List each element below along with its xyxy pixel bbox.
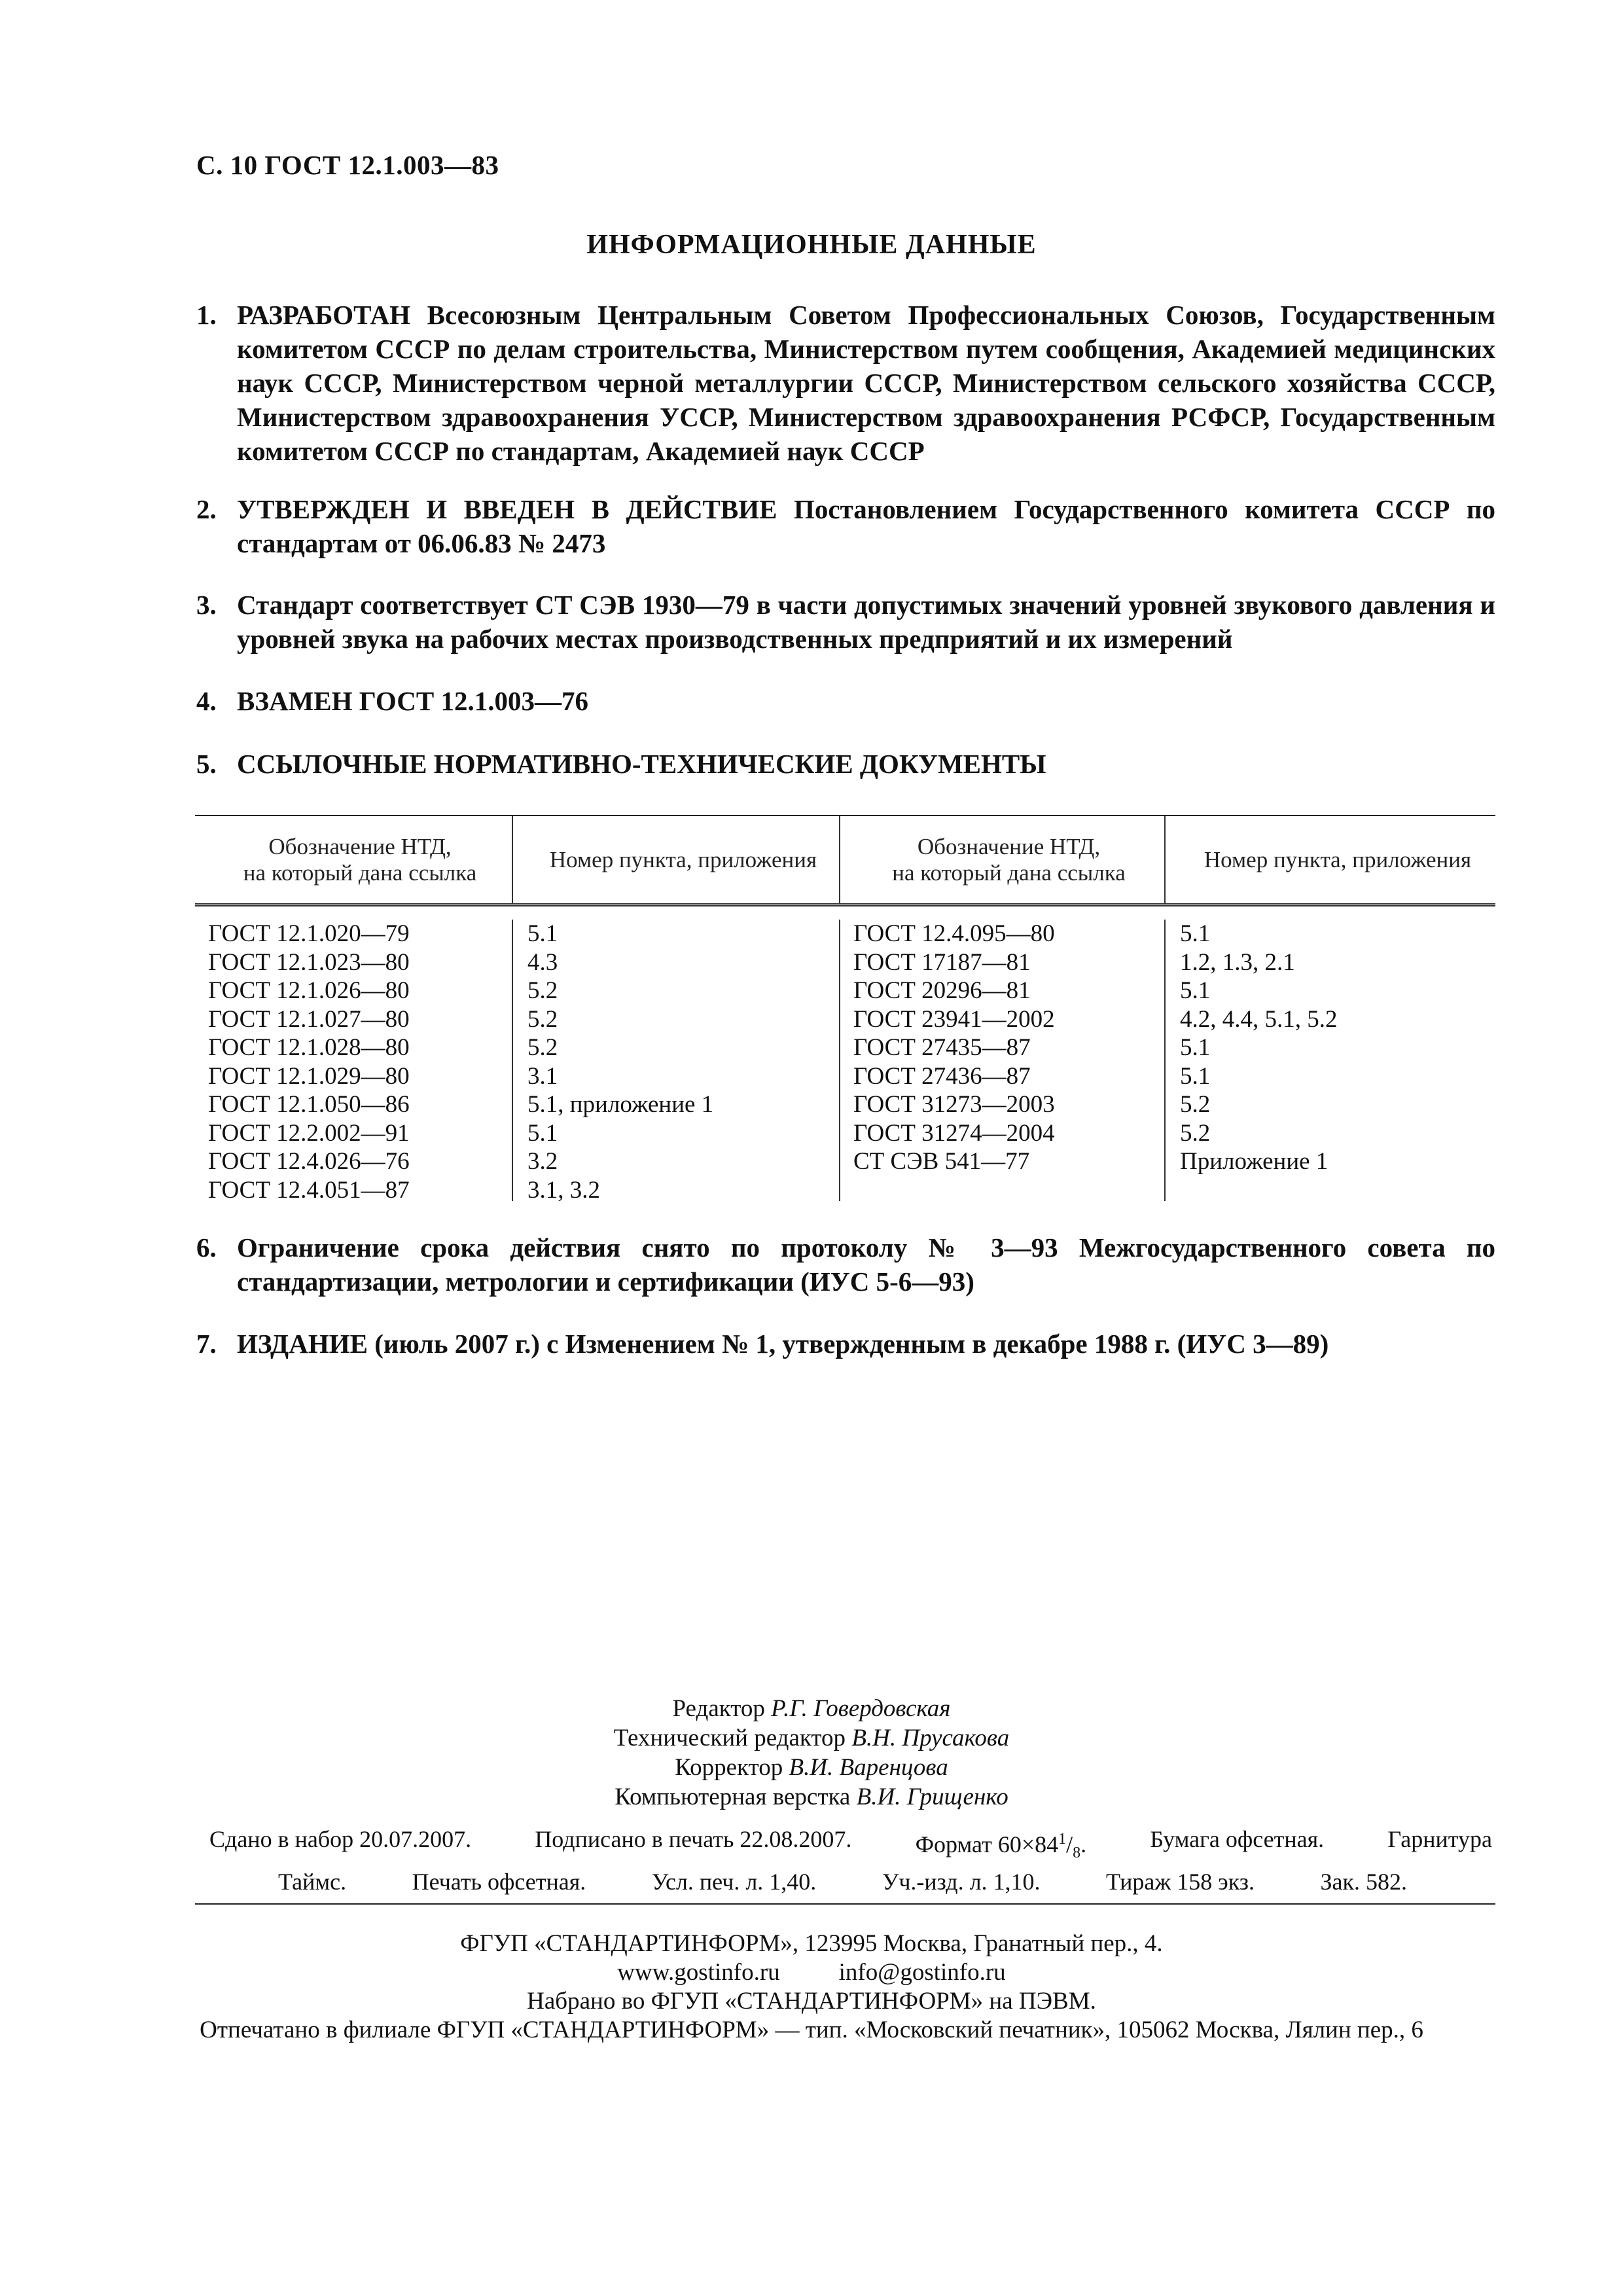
column-left-refs xyxy=(513,920,840,1204)
imprint-field: Сдано в набор 20.07.2007. xyxy=(209,1826,472,1852)
format-sub: 8 xyxy=(1073,1844,1081,1862)
table-cell: 5.1 xyxy=(527,1119,558,1147)
item-number: 5. xyxy=(196,749,217,779)
credits-block xyxy=(0,1694,1623,1812)
header-cell-text: Обозначение НТД, на который дана ссылка xyxy=(243,833,477,886)
table-cell: 5.1 xyxy=(1180,977,1211,1004)
table-cell: ГОСТ 23941—2002 xyxy=(853,1005,1055,1033)
table-cell: СТ СЭВ 541—77 xyxy=(853,1148,1030,1175)
table-cell: ГОСТ 31274—2004 xyxy=(853,1119,1055,1147)
format-label: Формат 60×84 xyxy=(915,1831,1059,1857)
item-number: 6. xyxy=(196,1232,217,1263)
imprint-field: Подписано в печать 22.08.2007. xyxy=(535,1826,852,1852)
credit-role: Технический редактор xyxy=(613,1725,846,1751)
table-cell: ГОСТ 12.1.028—80 xyxy=(208,1034,410,1061)
table-cell: 5.1 xyxy=(527,920,558,947)
table-cell: ГОСТ 12.1.027—80 xyxy=(208,1005,410,1033)
imprint-field: Бумага офсетная. xyxy=(1150,1826,1325,1852)
table-cell: 5.2 xyxy=(527,977,558,1004)
publisher-email-link[interactable]: info@gostinfo.ru xyxy=(838,1959,1006,1986)
table-cell: ГОСТ 27435—87 xyxy=(853,1034,1031,1061)
imprint-field: Таймс. xyxy=(278,1869,347,1895)
credit-name: В.Н. Прусакова xyxy=(851,1725,1010,1751)
table-cell: ГОСТ 12.4.095—80 xyxy=(853,920,1055,947)
page-header: С. 10 ГОСТ 12.1.003—83 xyxy=(196,150,499,180)
imprint-field: Печать офсетная. xyxy=(412,1869,586,1895)
item-number: 4. xyxy=(196,686,217,716)
item-text: РАЗРАБОТАН Всесоюзным Центральным Советом Профессиональных Союзов, Государственным комитетом СССР по делам строительства, Министерством путем сообщения, Академией медицинских наук СССР, Министерством черной металлургии СССР, Министерством сельского хозяйства СССР, Министерством здравоохранения УССР, Министерством здравоохранения РСФСР, Государственным комитетом СССР по стандартам, Академией наук СССР xyxy=(237,300,1495,466)
page-title: ИНФОРМАЦИОННЫЕ ДАННЫЕ xyxy=(586,230,1037,260)
table-cell: 5.2 xyxy=(1180,1119,1211,1147)
table-cell: ГОСТ 17187—81 xyxy=(853,948,1031,976)
header-doc-designation xyxy=(195,816,513,903)
table-cell: Приложение 1 xyxy=(1180,1148,1329,1175)
item-text: Стандарт соответствует СТ СЭВ 1930—79 в части допустимых значений уровней звукового давления и уровней звука на рабочих местах производственных предприятий и их измерений xyxy=(237,590,1495,654)
table-cell: 4.3 xyxy=(527,948,558,976)
item-text: УТВЕРЖДЕН И ВВЕДЕН В ДЕЙСТВИЕ Постановлением Государственного комитета СССР по стандартам от 06.06.83 № 2473 xyxy=(237,494,1495,558)
imprint-field: Усл. печ. л. 1,40. xyxy=(651,1869,817,1895)
table-cell: ГОСТ 12.1.050—86 xyxy=(208,1091,410,1118)
credit-tech-editor xyxy=(0,1723,1623,1753)
item-number: 3. xyxy=(196,590,217,620)
table-cell: 5.1 xyxy=(1180,1062,1211,1090)
info-item-5 xyxy=(196,747,1495,781)
table-cell: ГОСТ 31273—2003 xyxy=(853,1091,1055,1118)
column-left-docs xyxy=(195,920,513,1204)
credit-name: В.И. Грищенко xyxy=(856,1784,1008,1810)
item-text: ВЗАМЕН ГОСТ 12.1.003—76 xyxy=(237,686,588,716)
header-cell-text: Обозначение НТД, на который дана ссылка xyxy=(892,833,1126,886)
publisher-contacts xyxy=(0,1958,1623,1987)
table-cell: ГОСТ 12.4.051—87 xyxy=(208,1176,410,1204)
imprint-field: Уч.-изд. л. 1,10. xyxy=(882,1869,1041,1895)
table-body xyxy=(195,906,1495,1204)
table-cell: 5.1 xyxy=(1180,1034,1211,1061)
table-cell: 4.2, 4.4, 5.1, 5.2 xyxy=(1180,1005,1338,1033)
credit-role: Компьютерная верстка xyxy=(615,1784,851,1810)
info-item-2 xyxy=(196,492,1495,560)
table-header-row xyxy=(195,816,1495,906)
table-cell: ГОСТ 12.1.020—79 xyxy=(208,920,410,947)
info-item-3 xyxy=(196,588,1495,656)
table-cell: ГОСТ 12.4.026—76 xyxy=(208,1148,410,1175)
imprint-row xyxy=(209,1825,1492,1867)
credit-editor xyxy=(0,1694,1623,1723)
table-cell: 5.2 xyxy=(527,1005,558,1033)
table-cell: 3.1, 3.2 xyxy=(527,1176,600,1204)
info-item-7 xyxy=(196,1327,1495,1361)
table-cell: 5.1 xyxy=(1180,920,1211,947)
item-number: 2. xyxy=(196,494,217,524)
header-cell-text: Номер пункта, приложения xyxy=(1204,846,1472,872)
imprint-format: Формат $60\times 84^1/_8$. xyxy=(915,1831,1087,1862)
item-number: 7. xyxy=(196,1329,217,1359)
table-cell: ГОСТ 27436—87 xyxy=(853,1062,1031,1090)
imprint-field: Тираж 158 экз. xyxy=(1106,1869,1255,1895)
table-cell: ГОСТ 12.1.026—80 xyxy=(208,977,410,1004)
column-right-docs xyxy=(840,920,1166,1201)
publisher-block xyxy=(0,1929,1623,2045)
table-cell: 5.1, приложение 1 xyxy=(527,1091,714,1118)
table-cell: ГОСТ 12.2.002—91 xyxy=(208,1119,410,1147)
credit-name: Р.Г. Говердовская xyxy=(771,1695,951,1722)
header-doc-designation xyxy=(840,816,1166,903)
credit-role: Корректор xyxy=(675,1754,783,1781)
table-cell: 3.2 xyxy=(527,1148,558,1175)
typesetting-note: Набрано во ФГУП «СТАНДАРТИНФОРМ» на ПЭВМ. xyxy=(527,1988,1096,2015)
divider xyxy=(195,1903,1495,1905)
column-right-refs xyxy=(1166,920,1495,1201)
table-cell: ГОСТ 12.1.029—80 xyxy=(208,1062,410,1090)
imprint-row xyxy=(209,1867,1492,1896)
table-cell: ГОСТ 20296—81 xyxy=(853,977,1031,1004)
imprint-field: Зак. 582. xyxy=(1320,1869,1407,1895)
imprint-block xyxy=(209,1825,1492,1896)
table-cell: 1.2, 1.3, 2.1 xyxy=(1180,948,1295,976)
item-text: ИЗДАНИЕ (июль 2007 г.) с Изменением № 1, утвержденным в декабре 1988 г. (ИУС 3—89) xyxy=(237,1329,1329,1359)
info-item-4 xyxy=(196,684,1495,718)
publisher-address: ФГУП «СТАНДАРТИНФОРМ», 123995 Москва, Гранатный пер., 4. xyxy=(460,1930,1163,1957)
credit-role: Редактор xyxy=(672,1695,765,1722)
printing-note: Отпечатано в филиале ФГУП «СТАНДАРТИНФОРМ» — тип. «Московский печатник», 105062 Москва, Лялин пер., 6 xyxy=(200,2017,1423,2043)
table-cell: 5.2 xyxy=(1180,1091,1211,1118)
credit-name: В.И. Варенцова xyxy=(789,1754,948,1781)
publisher-website-link[interactable]: www.gostinfo.ru xyxy=(617,1959,780,1986)
info-item-1 xyxy=(196,298,1495,468)
info-item-6 xyxy=(196,1230,1495,1299)
table-cell: 3.1 xyxy=(527,1062,558,1090)
imprint-field: Гарнитура xyxy=(1387,1826,1492,1852)
item-text: ССЫЛОЧНЫЕ НОРМАТИВНО-ТЕХНИЧЕСКИЕ ДОКУМЕНТЫ xyxy=(237,749,1046,779)
table-cell: 5.2 xyxy=(527,1034,558,1061)
references-table xyxy=(195,815,1495,1204)
table-cell: ГОСТ 12.1.023—80 xyxy=(208,948,410,976)
item-text: Ограничение срока действия снято по протоколу № 3—93 Межгосударственного совета по стандартизации, метрологии и сертификации (ИУС 5-6—93) xyxy=(237,1232,1495,1297)
format-sup: 1 xyxy=(1058,1831,1067,1848)
credit-proofreader xyxy=(0,1753,1623,1782)
credit-layout xyxy=(0,1782,1623,1812)
header-clause-number xyxy=(513,816,840,903)
header-clause-number xyxy=(1166,816,1495,903)
header-cell-text: Номер пункта, приложения xyxy=(549,846,817,872)
item-number: 1. xyxy=(196,300,217,330)
